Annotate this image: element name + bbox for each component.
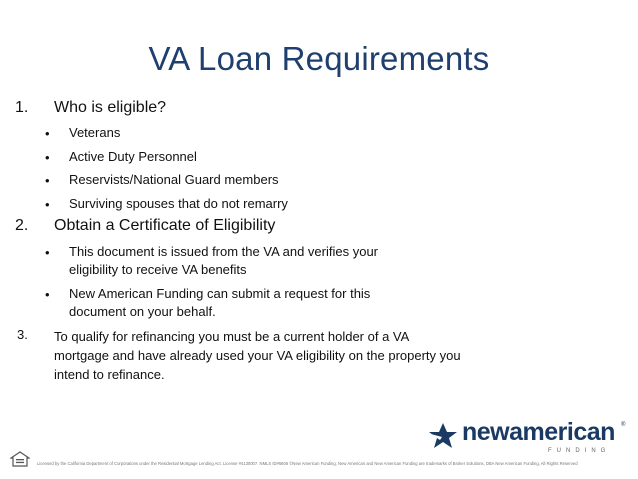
bullet-icon: • [45,287,50,302]
list-item: Surviving spouses that do not remarry [69,196,288,211]
bullet-icon: • [45,197,50,212]
list-item: This document is issued from the VA and verifies your eligibility to receive VA benefits [69,244,379,277]
bullet-icon: • [45,245,50,260]
item-heading: Obtain a Certificate of Eligibility [54,217,276,234]
logo-subtitle: FUNDING [548,448,611,454]
list-item: Reservists/National Guard members [69,172,279,187]
list-item: Veterans [69,125,121,140]
footer-disclaimer: Licensed by the California Department of Corporations under the Residential Mortgage Lending Act. License #4130007. NMLS ID#6606 ©New American Funding, New American and New American Funding are trademarks of Broker Solutions, DBA New American Funding, All Rights Reserved [37,461,578,466]
list-item: New American Funding can submit a request for this document on your behalf. [69,286,371,319]
item-number: 1. [15,99,29,116]
bullet-icon: • [45,173,50,188]
bullet-icon: • [45,150,50,165]
star-icon [428,422,458,450]
logo-wordmark: newamerican [462,418,615,446]
company-logo [428,418,628,454]
item-heading: Who is eligible? [54,99,167,116]
item-text: To qualify for refinancing you must be a current holder of a VA mortgage and have already used your VA eligibility on the property you intend to refinance. [54,329,461,382]
equal-housing-icon [10,451,30,467]
bullet-icon: • [45,126,50,141]
registered-mark: ® [621,422,626,428]
item-number: 2. [15,217,29,234]
list-item: Active Duty Personnel [69,149,197,164]
slide-title: VA Loan Requirements [148,40,490,77]
item-number: 3. [17,327,28,342]
